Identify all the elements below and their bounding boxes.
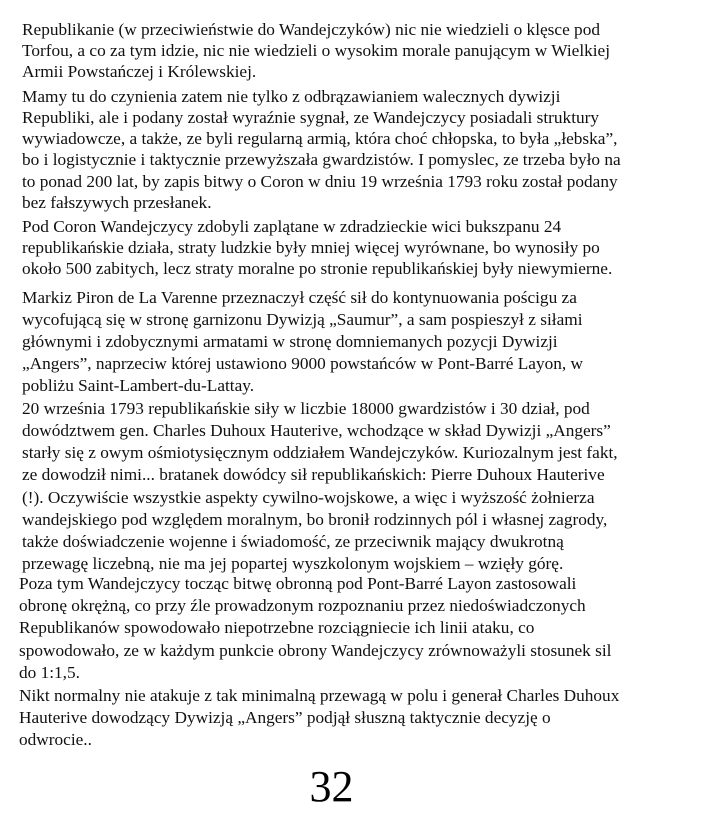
- text-line: (!). Oczywiście wszystkie aspekty cywilno-wojskowe, a więc i wyższość żołnierza: [22, 488, 595, 507]
- text-line: pobliżu Saint-Lambert-du-Lattay.: [22, 376, 255, 395]
- text-line: Mamy tu do czynienia zatem nie tylko z odbrązawianiem walecznych dywizji: [22, 87, 561, 106]
- text-line: obronę okrężną, co przy źle prowadzonym rozpoznaniu przez niedoświadczonych: [19, 596, 586, 615]
- text-line: Republikanów spowodowało niepotrzebne rozciągniecie ich linii ataku, co: [19, 618, 535, 637]
- text-line: dowództwem gen. Charles Duhoux Hauterive, wchodzące w skład Dywizji „Angers”: [22, 421, 611, 440]
- text-line: do 1:1,5.: [19, 663, 80, 682]
- text-line: Poza tym Wandejczycy tocząc bitwę obronną pod Pont-Barré Layon zastosowali: [19, 574, 577, 593]
- text-line: Pod Coron Wandejczycy zdobyli zaplątane w zdradzieckie wici bukszpanu 24: [22, 217, 562, 236]
- text-line: bez fałszywych przesłanek.: [22, 193, 212, 212]
- text-line: Republikanie (w przeciwieństwie do Wandejczyków) nic nie wiedzieli o klęsce pod: [22, 20, 600, 39]
- text-line: to ponad 200 lat, by zapis bitwy o Coron w dniu 19 września 1793 roku został podany: [22, 172, 618, 191]
- text-line: starły się z owym ośmiotysięcznym oddziałem Wandejczyków. Kuriozalnym jest fakt,: [22, 443, 618, 462]
- text-line: wycofującą się w stronę garnizonu Dywizją „Saumur”, a sam pospieszył z siłami: [22, 310, 583, 329]
- text-line: Republiki, ale i podany został wyraźnie sygnał, ze Wandejczycy posiadali struktury: [22, 108, 600, 127]
- text-line: Torfou, a co za tym idzie, nic nie wiedzieli o wysokim morale panującym w Wielkiej: [22, 41, 611, 60]
- text-line: odwrocie..: [19, 730, 92, 749]
- text-line: wandejskiego pod względem moralnym, bo bronił rodzinnych pól i własnej zagrody,: [22, 510, 608, 529]
- text-line: Armii Powstańczej i Królewskiej.: [22, 62, 257, 81]
- text-line: przewagę liczebną, nie ma jej popartej wyszkolonym wojskiem – wzięły górę.: [22, 554, 564, 573]
- text-line: Hauterive dowodzący Dywizją „Angers” podjął słuszną taktycznie decyzję o: [19, 708, 551, 727]
- text-line: bo i logistycznie i taktycznie przewyższała gwardzistów. I pomyslec, ze trzeba było na: [22, 150, 621, 169]
- text-line: Markiz Piron de La Varenne przeznaczył część sił do kontynuowania pościgu za: [22, 288, 577, 307]
- text-line: także doświadczenie wojenne i świadomość, ze przeciwnik mający dwukrotną: [22, 532, 564, 551]
- text-line: Nikt normalny nie atakuje z tak minimalną przewagą w polu i generał Charles Duhoux: [19, 686, 620, 705]
- text-line: ze dowodził nimi... bratanek dowódcy sił republikańskich: Pierre Duhoux Hauterive: [22, 465, 605, 484]
- text-line: republikańskie działa, straty ludzkie były mniej więcej wyrównane, bo wynosiły po: [22, 238, 600, 257]
- text-line: wywiadowcze, a także, ze byli regularną armią, która choć chłopska, to była „łebska”,: [22, 129, 618, 148]
- text-line: spowodowało, ze w każdym punkcie obrony Wandejczycy zrównoważyli stosunek sil: [19, 641, 612, 660]
- text-line: głównymi i zdobycznymi armatami w stronę domniemanych pozycji Dywizji: [22, 332, 558, 351]
- text-line: 20 września 1793 republikańskie siły w liczbie 18000 gwardzistów i 30 dział, pod: [22, 399, 590, 418]
- text-line: około 500 zabitych, lecz straty moralne po stronie republikańskiej były niewymierne.: [22, 259, 613, 278]
- page-number: 32: [309, 762, 354, 811]
- text-line: „Angers”, naprzeciw której ustawiono 9000 powstańców w Pont-Barré Layon, w: [22, 354, 584, 373]
